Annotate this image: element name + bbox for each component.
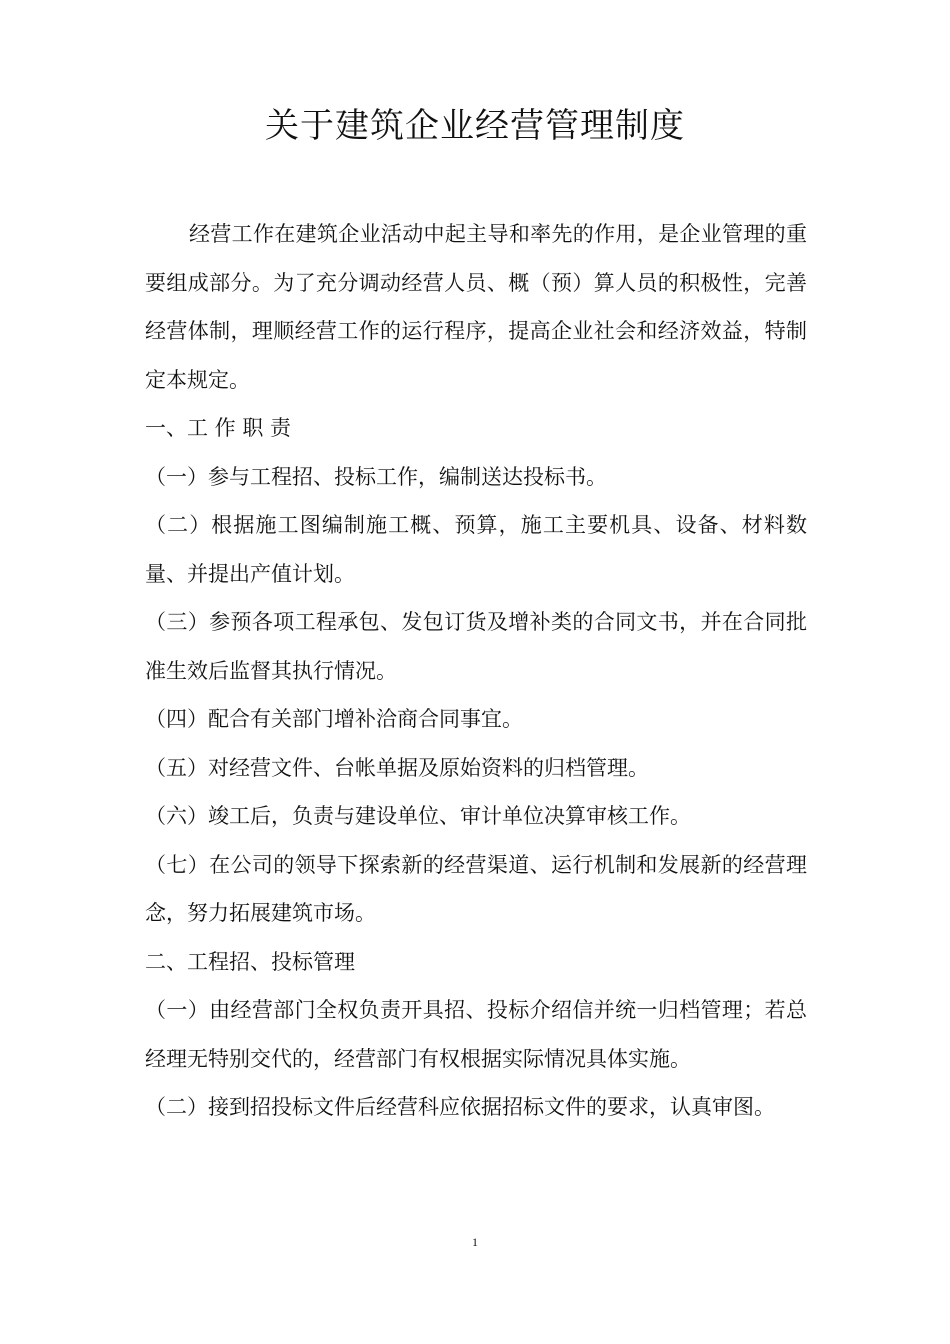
duty-item-5: （五）对经营文件、台帐单据及原始资料的归档管理。 xyxy=(145,755,649,780)
section-heading-bidding: 二、工程招、投标管理 xyxy=(145,949,355,974)
duty-item-1: （一）参与工程招、投标工作，编制送达投标书。 xyxy=(145,464,607,489)
duty-item-7: （七）在公司的领导下探索新的经营渠道、运行机制和发展新的经营理念，努力拓展建筑市场。 xyxy=(145,852,807,925)
duty-item-4: （四）配合有关部门增补洽商合同事宜。 xyxy=(145,707,523,731)
page-number: 1 xyxy=(472,1235,478,1249)
duty-item-6: （六）竣工后，负责与建设单位、审计单位决算审核工作。 xyxy=(145,804,691,828)
duty-item-3: （三）参预各项工程承包、发包订货及增补类的合同文书，并在合同批准生效后监督其执行情况。 xyxy=(145,610,807,683)
document-body xyxy=(145,210,807,1132)
document-title: 关于建筑企业经营管理制度 xyxy=(265,106,685,146)
section-heading-duties: 一、工 作 职 责 xyxy=(145,416,292,440)
bidding-item-1: （一）由经营部门全权负责开具招、投标介绍信并统一归档管理；若总经理无特别交代的，经营部门有权根据实际情况具体实施。 xyxy=(145,998,807,1071)
bidding-item-2: （二）接到招投标文件后经营科应依据招标文件的要求，认真审图。 xyxy=(145,1095,775,1119)
duty-item-2: （二）根据施工图编制施工概、预算，施工主要机具、设备、材料数量、并提出产值计划。 xyxy=(145,513,807,586)
intro-paragraph: 经营工作在建筑企业活动中起主导和率先的作用，是企业管理的重要组成部分。为了充分调动经营人员、概（预）算人员的积极性，完善经营体制，理顺经营工作的运行程序，提高企业社会和经济效益，特制定本规定。 xyxy=(145,222,807,392)
